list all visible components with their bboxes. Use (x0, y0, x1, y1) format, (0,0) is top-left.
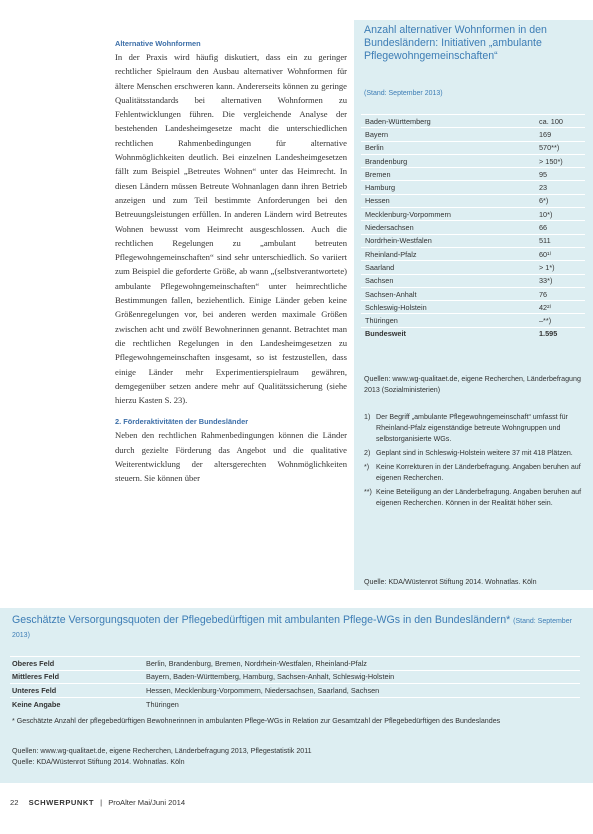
land-cell: Sachsen (361, 274, 535, 287)
infobox-stand: (Stand: September 2013) (364, 90, 443, 97)
table-row (361, 154, 585, 167)
infobox-quelle: Quelle: KDA/Wüstenrot Stiftung 2014. Wohnatlas. Köln (364, 578, 537, 586)
count-cell: 570**) (535, 141, 585, 154)
count-cell: 1.595 (535, 327, 585, 340)
land-cell: Bremen (361, 168, 535, 181)
land-cell: Rheinland-Pfalz (361, 247, 535, 260)
quota-table (10, 656, 580, 710)
count-cell: 60¹⁾ (535, 247, 585, 260)
table-row (361, 141, 585, 154)
wohnformen-table (361, 114, 585, 340)
count-cell: 511 (535, 234, 585, 247)
count-cell: ca. 100 (535, 115, 585, 128)
field-label: Mittleres Feld (10, 670, 144, 684)
table-row (361, 301, 585, 314)
field-states: Bayern, Baden-Württemberg, Hamburg, Sachsen-Anhalt, Schleswig-Holstein (144, 670, 580, 684)
table-row (361, 314, 585, 327)
quota-sources (12, 746, 572, 767)
field-label: Keine Angabe (10, 697, 144, 710)
section-name: SCHWERPUNKT (28, 798, 94, 807)
field-label: Oberes Feld (10, 657, 144, 671)
count-cell: > 1*) (535, 261, 585, 274)
count-cell: 169 (535, 128, 585, 141)
land-cell: Thüringen (361, 314, 535, 327)
footnote (364, 412, 586, 445)
land-cell: Mecklenburg-Vorpommern (361, 208, 535, 221)
land-cell: Saarland (361, 261, 535, 274)
field-states: Thüringen (144, 697, 580, 710)
table-row (361, 128, 585, 141)
field-states: Berlin, Brandenburg, Bremen, Nordrhein-Westfalen, Rheinland-Pfalz (144, 657, 580, 671)
infobox-title: Anzahl alternativer Wohnformen in den Bundesländern: Initiativen „ambulante Pflegewohngemeinschaften“ (364, 24, 547, 62)
table-row (10, 670, 580, 684)
table-row (361, 194, 585, 207)
quota-footnote: * Geschätzte Anzahl der pflegebedürftigen Bewohnerinnen in ambulanten Pflege-WGs in Relation zur Gesamtzahl der Pflegebedürftigen des Bundeslandes (12, 717, 501, 725)
footnote (364, 487, 586, 509)
page-footer (10, 798, 185, 807)
land-cell: Nordrhein-Westfalen (361, 234, 535, 247)
footnote-text: Geplant sind in Schleswig-Holstein weitere 37 mit 418 Plätzen. (376, 449, 573, 457)
land-cell: Bayern (361, 128, 535, 141)
article-paragraph: Neben den rechtlichen Rahmenbedingungen können die Länder durch gezielte Förderung das Angebot und die qualitative Weiterentwicklung der altersgerechten Wohnmöglichkeiten steuern. Sie können über (115, 430, 347, 484)
total-row (361, 327, 585, 340)
footnote (364, 448, 586, 459)
quota-source-line: Quelle: KDA/Wüstenrot Stiftung 2014. Wohnatlas. Köln (12, 757, 185, 766)
count-cell: > 150*) (535, 154, 585, 167)
field-label: Unteres Feld (10, 684, 144, 698)
footnote-text: Der Begriff „ambulante Pflegewohngemeinschaft“ umfasst für Rheinland-Pfalz eigenständige betreute Wohngruppen und selbstorganisierte WGs. (376, 413, 568, 443)
footnote-mark: **) (364, 488, 372, 496)
table-row (361, 208, 585, 221)
count-cell: 10*) (535, 208, 585, 221)
table-row (10, 697, 580, 710)
land-cell: Brandenburg (361, 154, 535, 167)
table-row (361, 261, 585, 274)
count-cell: 76 (535, 287, 585, 300)
infobox-notes (364, 412, 586, 512)
article-heading-alternative-wohnformen: Alternative Wohnformen (115, 39, 201, 48)
table-row (361, 234, 585, 247)
field-states: Hessen, Mecklenburg-Vorpommern, Niedersachsen, Saarland, Sachsen (144, 684, 580, 698)
land-cell: Niedersachsen (361, 221, 535, 234)
magazine-name: ProAlter (108, 798, 136, 807)
land-cell: Schleswig-Holstein (361, 301, 535, 314)
article-heading-foerderaktivitaeten: 2. Förderaktivitäten der Bundesländer (115, 417, 249, 427)
footnote-text: Keine Korrekturen in der Länderbefragung. Angaben beruhen auf eigenen Recherchen. (376, 463, 581, 482)
quota-source-line: Quellen: www.wg-qualitaet.de, eigene Recherchen, Länderbefragung 2013, Pflegestatistik 2011 (12, 747, 312, 755)
versorgungsquoten-box (0, 608, 593, 783)
count-cell: 42²⁾ (535, 301, 585, 314)
count-cell: 33*) (535, 274, 585, 287)
count-cell: 23 (535, 181, 585, 194)
quota-stand: (Stand: September 2013) (12, 618, 572, 639)
footnote-mark: 1) (364, 413, 371, 421)
count-cell: –**) (535, 314, 585, 327)
table-row (361, 115, 585, 128)
table-row (10, 684, 580, 698)
page-number: 22 (10, 798, 19, 807)
table-row (361, 221, 585, 234)
table-row (10, 657, 580, 671)
footnote (364, 462, 586, 484)
article-column (115, 38, 347, 486)
table-row (361, 274, 585, 287)
land-cell: Hamburg (361, 181, 535, 194)
land-cell: Baden-Württemberg (361, 115, 535, 128)
quota-title (12, 614, 572, 642)
table-row (361, 247, 585, 260)
land-cell: Berlin (361, 141, 535, 154)
article-paragraph: In der Praxis wird häufig diskutiert, dass ein zu geringer rechtlicher Spielraum den Ausbau alternativer Wohnformen für ältere Menschen erschweren kann. Andererseits können zu geringe Qualitätsstandards bei alternativen Wohnformen zu Fehlentwicklungen führen. Die vergleichende Analyse der bestehenden Landesheimgesetze macht die unterschiedlichen rechtlichen Rahmenbedingungen für alternative Wohnmöglichkeiten deutlich. Bei einzelnen Landesheimgesetzen fällt zum Beispiel „Betreutes Wohnen“ unter das Heimrecht. In diesen Ländern müssen Betreute Wohnanlagen dann ihren Betrieb anzeigen und zum Teil bestimmte Anforderungen bei den Betreuungsleistungen erfüllen. In anderen Ländern wird Betreutes Wohnen bewusst vom Heimrecht ausgeschlossen. Auch die rechtlichen Regelungen zu „ambulant betreuten Pflegewohngemeinschaften“ sind sehr unterschiedlich. So variiert zum Beispiel die geforderte Größe, ab wann „(selbstverantwortete) ambulante Pflegewohngemeinschaften“ unter heimrechtliche Bestimmungen fallen, beziehentlich. Einige Länder geben keine Größenregelungen vor, bei anderen werden maximale Größen zwischen acht und zwölf Bewohnerinnen genannt. Betrachtet man die rechtlichen Regelungen in den Landesheimgesetzen zu Pflegewohngemeinschaften insgesamt, so ist festzustellen, dass einige Länder mehr Experimentierspielraum gewähren, demgegenüber setzen andere mehr auf Qualitätssicherung (siehe hierzu Kasten S. 23). (115, 52, 347, 406)
table-row (361, 168, 585, 181)
table-row (361, 181, 585, 194)
land-cell: Hessen (361, 194, 535, 207)
quota-title-text: Geschätzte Versorgungsquoten der Pflegebedürftigen mit ambulanten Pflege-WGs in den Bundesländern* (12, 614, 511, 626)
footnote-text: Keine Beteiligung an der Länderbefragung. Angaben beruhen auf eigenen Recherchen. Können in der Realität höher sein. (376, 488, 582, 507)
count-cell: 95 (535, 168, 585, 181)
infobox-source: Quellen: www.wg-qualitaet.de, eigene Recherchen, Länderbefragung 2013 (Sozialministerien) (364, 375, 581, 394)
count-cell: 6*) (535, 194, 585, 207)
footnote-mark: 2) (364, 449, 371, 457)
table-row (361, 287, 585, 300)
land-cell: Bundesweit (361, 327, 535, 340)
issue-date: Mai/Juni 2014 (137, 798, 186, 807)
count-cell: 66 (535, 221, 585, 234)
footnote-mark: *) (364, 463, 370, 471)
wohnformen-infobox (354, 20, 593, 590)
land-cell: Sachsen-Anhalt (361, 287, 535, 300)
footer-separator: | (100, 798, 103, 807)
